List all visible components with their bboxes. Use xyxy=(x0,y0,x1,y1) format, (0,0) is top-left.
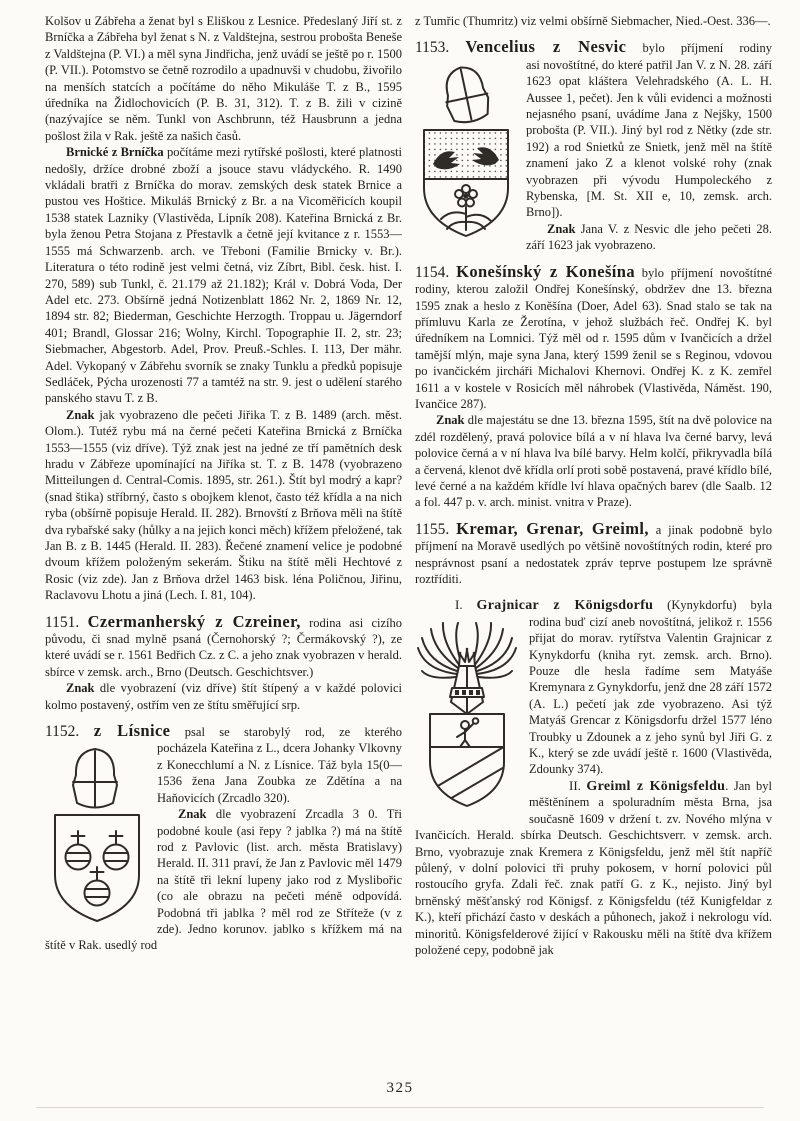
shield-with-birds-and-flower xyxy=(424,130,508,236)
shield-with-three-orbs xyxy=(55,815,139,921)
entry-1153-vencelius xyxy=(415,39,772,253)
entry-1155-kremar xyxy=(415,518,772,588)
entry-1153-intro: bylo příjmení rodiny xyxy=(642,41,772,56)
shield-with-figure-and-bend xyxy=(430,714,513,806)
crown-icon xyxy=(459,648,476,666)
entry-1151-znak-lead: Znak xyxy=(66,681,95,696)
entry-1152-number: 1152. xyxy=(45,723,80,741)
entry-1152-heading xyxy=(45,723,402,740)
entry-1151-czermanhersky xyxy=(45,611,402,681)
brnicke-lead: Brnické z Brníčka xyxy=(66,145,164,160)
sub-entry-i-numeral: I. xyxy=(455,597,463,613)
entry-1154-title: Konešínský z Konešína xyxy=(456,261,635,281)
great-helm-icon xyxy=(73,749,117,808)
entry-1155-body: a jinak podobně bylo příjmení na Moravě usedlých po většině novoštítných rodin, které pro nesprávnost psaní a nedostatek zpráv teprve postupem lze správně roztříditi. xyxy=(415,522,772,586)
sub-entry-i-intro: (Kynykdorfu) byla xyxy=(667,598,772,613)
continuation-paragraph-tumric: z Tumřic (Thumritz) viz velmi obšírně Siebmacher, Nied.-Oest. 336—. xyxy=(415,14,771,28)
entry-1154-body: bylo příjmení novoštítné rodiny, kterou založil Ondřej Konešínský, obdržev dne 13. března 1595 znak a heslo z Koněšína (Doer, Adel 63). Snad stalo se tak na přímluvu Karla ze Žerotína, v jehož službách řeč. Ondřej K. byl úředníkem na Lomnici. Týž měl od r. 1595 dům v Ivančicích a držel tamější mlýn, maje syna Jana, který 1599 ženil se s Reginou, vdovou po ivančickém jircháři Michalovi Khernovi. Ondřej K. z K. zemřel 1611 a v kostele v Rosicích měl náhrobek (Vlastivěda, Náměst. 190, Ivančice 287). xyxy=(415,265,772,411)
entry-1152-lisnice xyxy=(45,723,402,954)
left-column xyxy=(45,13,402,1067)
entry-1154-znak-paragraph xyxy=(415,412,772,510)
vencelius-nesvic-coat-of-arms xyxy=(417,60,515,252)
brnicke-znak-lead: Znak xyxy=(66,407,95,422)
entry-1152-znak-body: dle vyobrazení Zrcadla 3 0. Tři podobné koule (asi řepy ? jablka ?) má na štítě rod z Pavlovic (list. arch. města Bratislavy) Herald. II. 311 praví, že Jan z Pavlovic měl 1479 na štítě tři lekní lupeny jako rod z Myslibořic (co ale obrazu na pečeti méně odpovídá. Podobná tři jablka ? měl rod ze Stříteže (v z zde). Jedno korunov. jablko s křížkem má na štítě v Rak. usedlý rod xyxy=(45,807,402,953)
entry-1152-znak-lead: Znak xyxy=(178,807,207,822)
entry-1153-body: asi novoštítné, do které patřil Jan V. z N. 28. září 1623 opat kláštera Velehradského (A. L. H. Aussee 1, pečet). Jen k vůli evidenci a možnosti nejasného psaní, uvádíme Jana z Nejšky, 1500 probošta (P. VII.). Jiný byl rod z Nětky (zde str. 192) a rod Snietků ze Snietk, jenž měl na štítě znamení jako Z a klenot volské rohy (znak vyobrazen při vývodu Humpoleckého z Rybenska, [M. St. XII e, 10, zemsk. arch. Brno]). xyxy=(526,57,772,220)
lisnice-coat-of-arms xyxy=(45,743,145,931)
entry-1151-znak-paragraph xyxy=(45,680,402,713)
entry-1153-title: Vencelius z Nesvic xyxy=(465,37,627,57)
continuation-paragraph-kolsov: Kolšov u Zábřeha a ženat byl s Eliškou z Lesnice. Předeslaný Jiří st. z Brníčka a Zábřeha byl ženat s N. z Valdštejna, sestrou probošta Beneše z Valdštejna (P. VI.) a měl syna Jindřicha, jenž uvádí se ještě po r. 1500 (P. VII.). Potomstvo se četně rozrodilo a upadnuvši v chudobu, živořilo na menších statcích a počítáme do něho Mikuláše T. z B., 1595 úředníka na Židlochovicích (P. B. 31, 312). T. z B. žili v cizině (nazývajíce se něm. Tunkl von Aschbrunn, též Hausbrunn a jedna pošlost žila v Rak. ještě za našich časů. xyxy=(45,14,402,143)
entry-1151-znak-body: dle vyobrazení (viz dříve) štít štípený a v každé polovici kolmo postavený, ostřím ven ze štítu směřující srp. xyxy=(45,681,402,712)
brnicke-body: počítáme mezi rytířské pošlosti, které platnosti nedošly, držíce drobné zboží a jsouce stavu vládyckého. R. 1490 vkládali bratři z Brníčka do morav. zemských desk statek Brnice a pustou ves Hoštice. Mikuláš Brnický z Br. a na Vicoměřicích koupil 1538 statek Lazniky (Vlastivěda, Lipník 208). Kateřina Brnická z Br. byla ženou Petra Stojana z Přestavlk a četně její kvitance z r. 1553—1555 má Schwarzenb. arch. ve Třeboni (Familie Brnicky v. Br.). Literatura o této rodině jest velmi četná, viz Zíbrt, Bibl. česk. hist. I. 270, 589) sub Tunkl, č. 21.179 až 21.182); Král v. Dobrá Voda, Der Adel etc. 273. Obšírně jedná Notizenblatt 1862 Nr. 2, 1869 Nr. 12, 1894 str. 82; Biederman, Geschichte Herzogth. Troppau u. Jägerndorf 401; Brandl, Glossar 216; Wolny, Kirchl. Topographie II. 2, str. 23; Siebmacher, Abgestorb. Adel, Prov. Preuß.-Schles. I. 113, Der mähr. Adel. Vykopaný v Zábřehu svorník se znaky Tunklu a předků popisuje Sedláček, Pýcha urozenosti 77 a tamtéž na str. 9. jest o udělení starého panského stavu T. z B. xyxy=(45,145,402,406)
entry-1152-body: pocházela Kateřina z L., dcera Johanky Vlkovny z Konecchlumí a N. z Lísnice. Táž byla 15(0—1536 žena Jana Zoubka ze Zdětína a na Haňovicích (Zrcadlo 320). xyxy=(157,741,402,805)
right-column xyxy=(415,13,772,1067)
tilted-great-helm-icon xyxy=(440,63,493,126)
entry-1151-number: 1151. xyxy=(45,613,80,631)
grajnicar-koenigsdorf-coat-of-arms xyxy=(415,616,519,812)
entry-1154-znak-lead: Znak xyxy=(436,413,465,428)
entry-1151-body: rodina asi cizího původu, či snad mylně psaná (Černohorský ?; Čermákovský ?), ze které uvádí se r. 1561 Bedřich Cz. z C. a jeho znak vyobrazen v herald. sbírce v zemsk. arch., Brno (Deutsch. Geschichtsver.) xyxy=(45,615,402,679)
brnicke-znak-body: jak vyobrazeno dle pečeti Jiřika T. z B. 1489 (arch. měst. Olom.). Tutéž rybu má na černé pečeti Kateřina Brnická z Brníčka 1553—1555 (viz dříve). Týž znak jest na jedné ze tří pamětních desk hradu v Zábřeze upomínající na Jiříka st. T. z B. 1478 (vyobrazeno Mitteilungen d. Central-Comis. 1895, str. 261.). Štít byl modrý a kapr? (snad štika) stříbrný, často s obojkem klenot, často též křídla a na nich ryba (obšírně popisuje Herald. II. 282). Brnovští z Brňova měli na štítě dva rybařské saky (hůlky a na jejich konci měch) křížem přeložené, tak Jan B. z B. 1445 (Herald. II. 283). Řečené znamení velice je podobné dvoum křížem položeným sekerám. Štiku na štítě měli Hechtové z Rosic (viz zde). Jan z Brňova držel 1463 bisk. léna Poličnou, Jiřinu, Raclavovu Lhotu a jiná (Lech. I. 81, 104). xyxy=(45,407,402,603)
entry-1153-number: 1153. xyxy=(415,39,450,57)
page-number: 325 xyxy=(386,1080,414,1096)
page-bottom-rule xyxy=(36,1107,764,1108)
sub-entry-ii-title: Greiml z Königsfeldu xyxy=(586,778,726,794)
sub-entry-i-title: Grajnicar z Königsdorfu xyxy=(476,598,654,614)
entry-1153-heading xyxy=(415,39,772,56)
entry-1153-znak-body: Jana V. z Nesvic dle jeho pečeti 28. září 1623 jak vyobrazeno. xyxy=(526,221,772,253)
entry-1154-number: 1154. xyxy=(415,263,450,281)
entry-1152-title: z Lísnice xyxy=(93,721,171,741)
entry-1155-title: Kremar, Grenar, Greiml, xyxy=(456,518,649,538)
sub-entry-ii-body: . Jan byl měštěnínem a spoluradním města Brna, jsa současně 1609 v držení t. zv. Nového mlýna v Ivančicích. Herald. sbírka Deutsch. Geschichtsverr. v zemsk. arch. Brno, vyobrazuje znak Kremera z Königsfeldu, jenž měl štít napříč půlený, v dolní polovici tři pruhy pokosem, v horní polovici půl rostoucího gryfa. Zdali řeč. znak patří G. z K., nejisto. Jiný byl brněnský měšťanský rod Königsf. z Königsfeldu (též Kunigfeldar z K.), kteří přichází často v deskách a půhonech, jakož i nekrologu víd. minoritů. Königsfelderové žijící v Rakousku měli na štítě dva křížem položené cepy, podobně jak xyxy=(415,778,772,957)
sub-entry-ii-numeral: II. xyxy=(569,777,581,793)
entry-1151-title: Czermanherský z Czreiner, xyxy=(87,611,301,631)
entry-1152-intro: psal se starobylý rod, ze kterého xyxy=(184,725,402,740)
entry-1154-znak-body: dle majestátu se dne 13. března 1595, štít na dvě polovice na zdél rozdělený, pravá polovice bílá a v ní hlava lva černé barvy, levá polovice černá a v ní hlava lva bílé barvy. Helm kolčí, přikryvadla bílá a červená, klenot dvě křídla orlí proti sobě postavená, pravé křídlo bílé, levé černé a na každém křídle lví hlava opačných barev (dle Saalb. 12 a fol. 447 p. v. arch. minist. vnitra v Praze). xyxy=(415,413,772,510)
sub-entry-grajnicar xyxy=(415,597,772,958)
entry-1155-number: 1155. xyxy=(415,520,450,538)
brnicke-paragraph xyxy=(45,144,402,407)
entry-1153-znak-lead: Znak xyxy=(547,221,576,236)
brnicke-znak-paragraph xyxy=(45,407,402,604)
sub-entry-i-body: rodina buď cizí aneb novoštítná, jelikož r. 1556 přijat do morav. rytířstva Valentin Grajnicar z Kynykdorfu (kniha ryt. zemsk. arch. Brno). Pouze dle hesla řadíme sem Matyáše Kremynara z Gynykdorfu, jenž dne 28 září 1572 (A. L.) pečetí jak zde vyobrazeno. Asi týž Matyáš Grencar z Königsdorfu držel 1577 léno Troubky u Zdounek a z jeho synů byl Jiři G. z K., který se zde uvádí ještě r. 1600 (Vlastivěda, Zdounky 374). xyxy=(529,614,772,777)
sub-entry-i-heading xyxy=(415,597,772,613)
entry-1154-konesinsky xyxy=(415,261,772,413)
